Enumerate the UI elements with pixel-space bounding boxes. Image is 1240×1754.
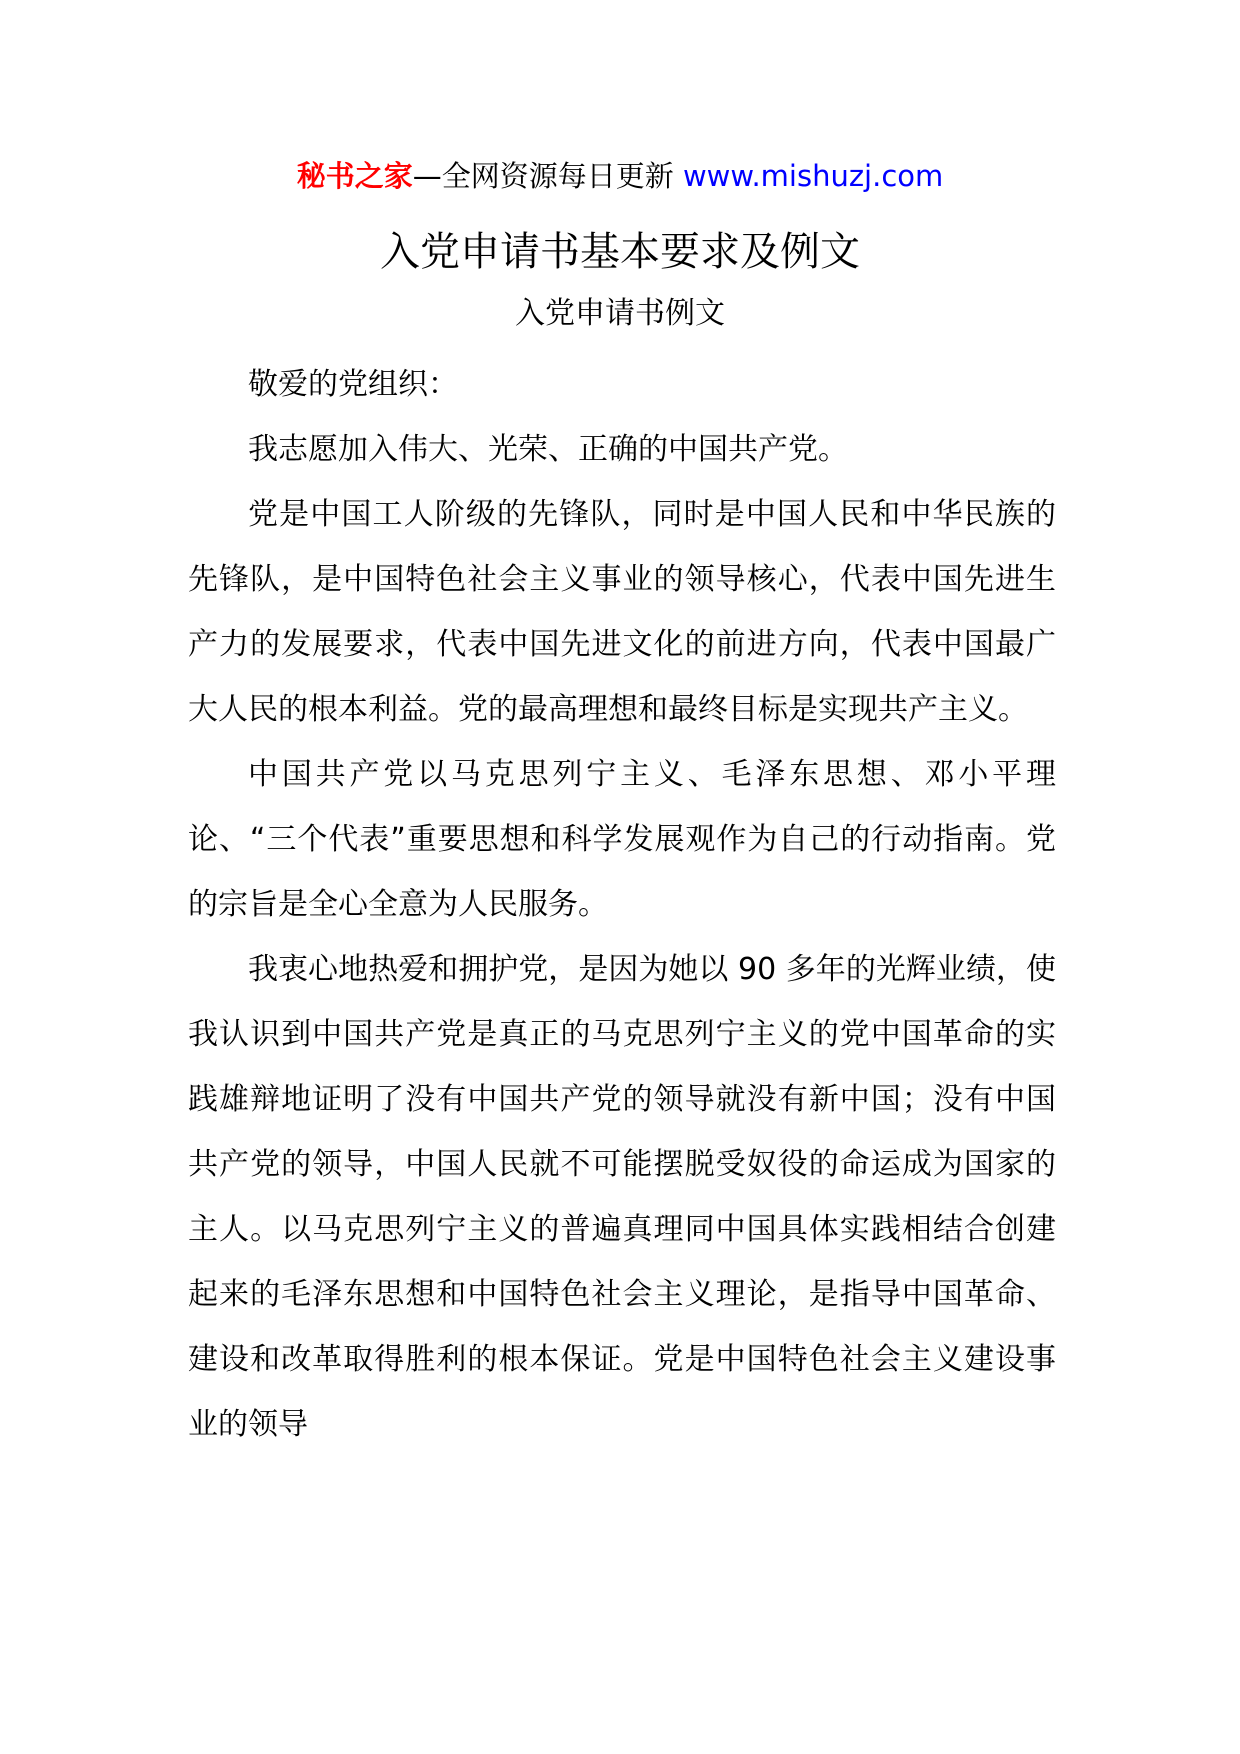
site-tagline: —全网资源每日更新 [412, 159, 674, 193]
paragraph: 我志愿加入伟大、光荣、正确的中国共产党。 [248, 432, 848, 467]
paragraph: 中国共产党以马克思列宁主义、毛泽东思想、邓小平理论、“三个代表”重要思想和科学发展观作为自己的行动指南。党的宗旨是全心全意为人民服务。 [188, 757, 1056, 922]
paragraph: 我衷心地热爱和拥护党，是因为她以 90 多年的光辉业绩，使我认识到中国共产党是真正的马克思列宁主义的党中国革命的实践雄辩地证明了没有中国共产党的领导就没有新中国；没有中国共产党的领导，中国人民就不可能摆脱受奴役的命运成为国家的主人。以马克思列宁主义的普遍真理同中国具体实践相结合创建起来的毛泽东思想和中国特色社会主义理论，是指导中国革命、建设和改革取得胜利的根本保证。党是中国特色社会主义建设事业的领导 [188, 952, 1056, 1442]
salutation: 敬爱的党组织： [248, 367, 458, 402]
document-title: 入党申请书基本要求及例文 [380, 229, 860, 275]
site-brand: 秘书之家 [296, 159, 413, 193]
document-body [188, 352, 1056, 1457]
site-url[interactable]: www.mishuzj.com [682, 159, 944, 193]
document-subtitle: 入党申请书例文 [515, 296, 725, 331]
site-header [0, 156, 1240, 196]
paragraph: 党是中国工人阶级的先锋队，同时是中国人民和中华民族的先锋队，是中国特色社会主义事业的领导核心，代表中国先进生产力的发展要求，代表中国先进文化的前进方向，代表中国最广大人民的根本利益。党的最高理想和最终目标是实现共产主义。 [188, 497, 1056, 727]
